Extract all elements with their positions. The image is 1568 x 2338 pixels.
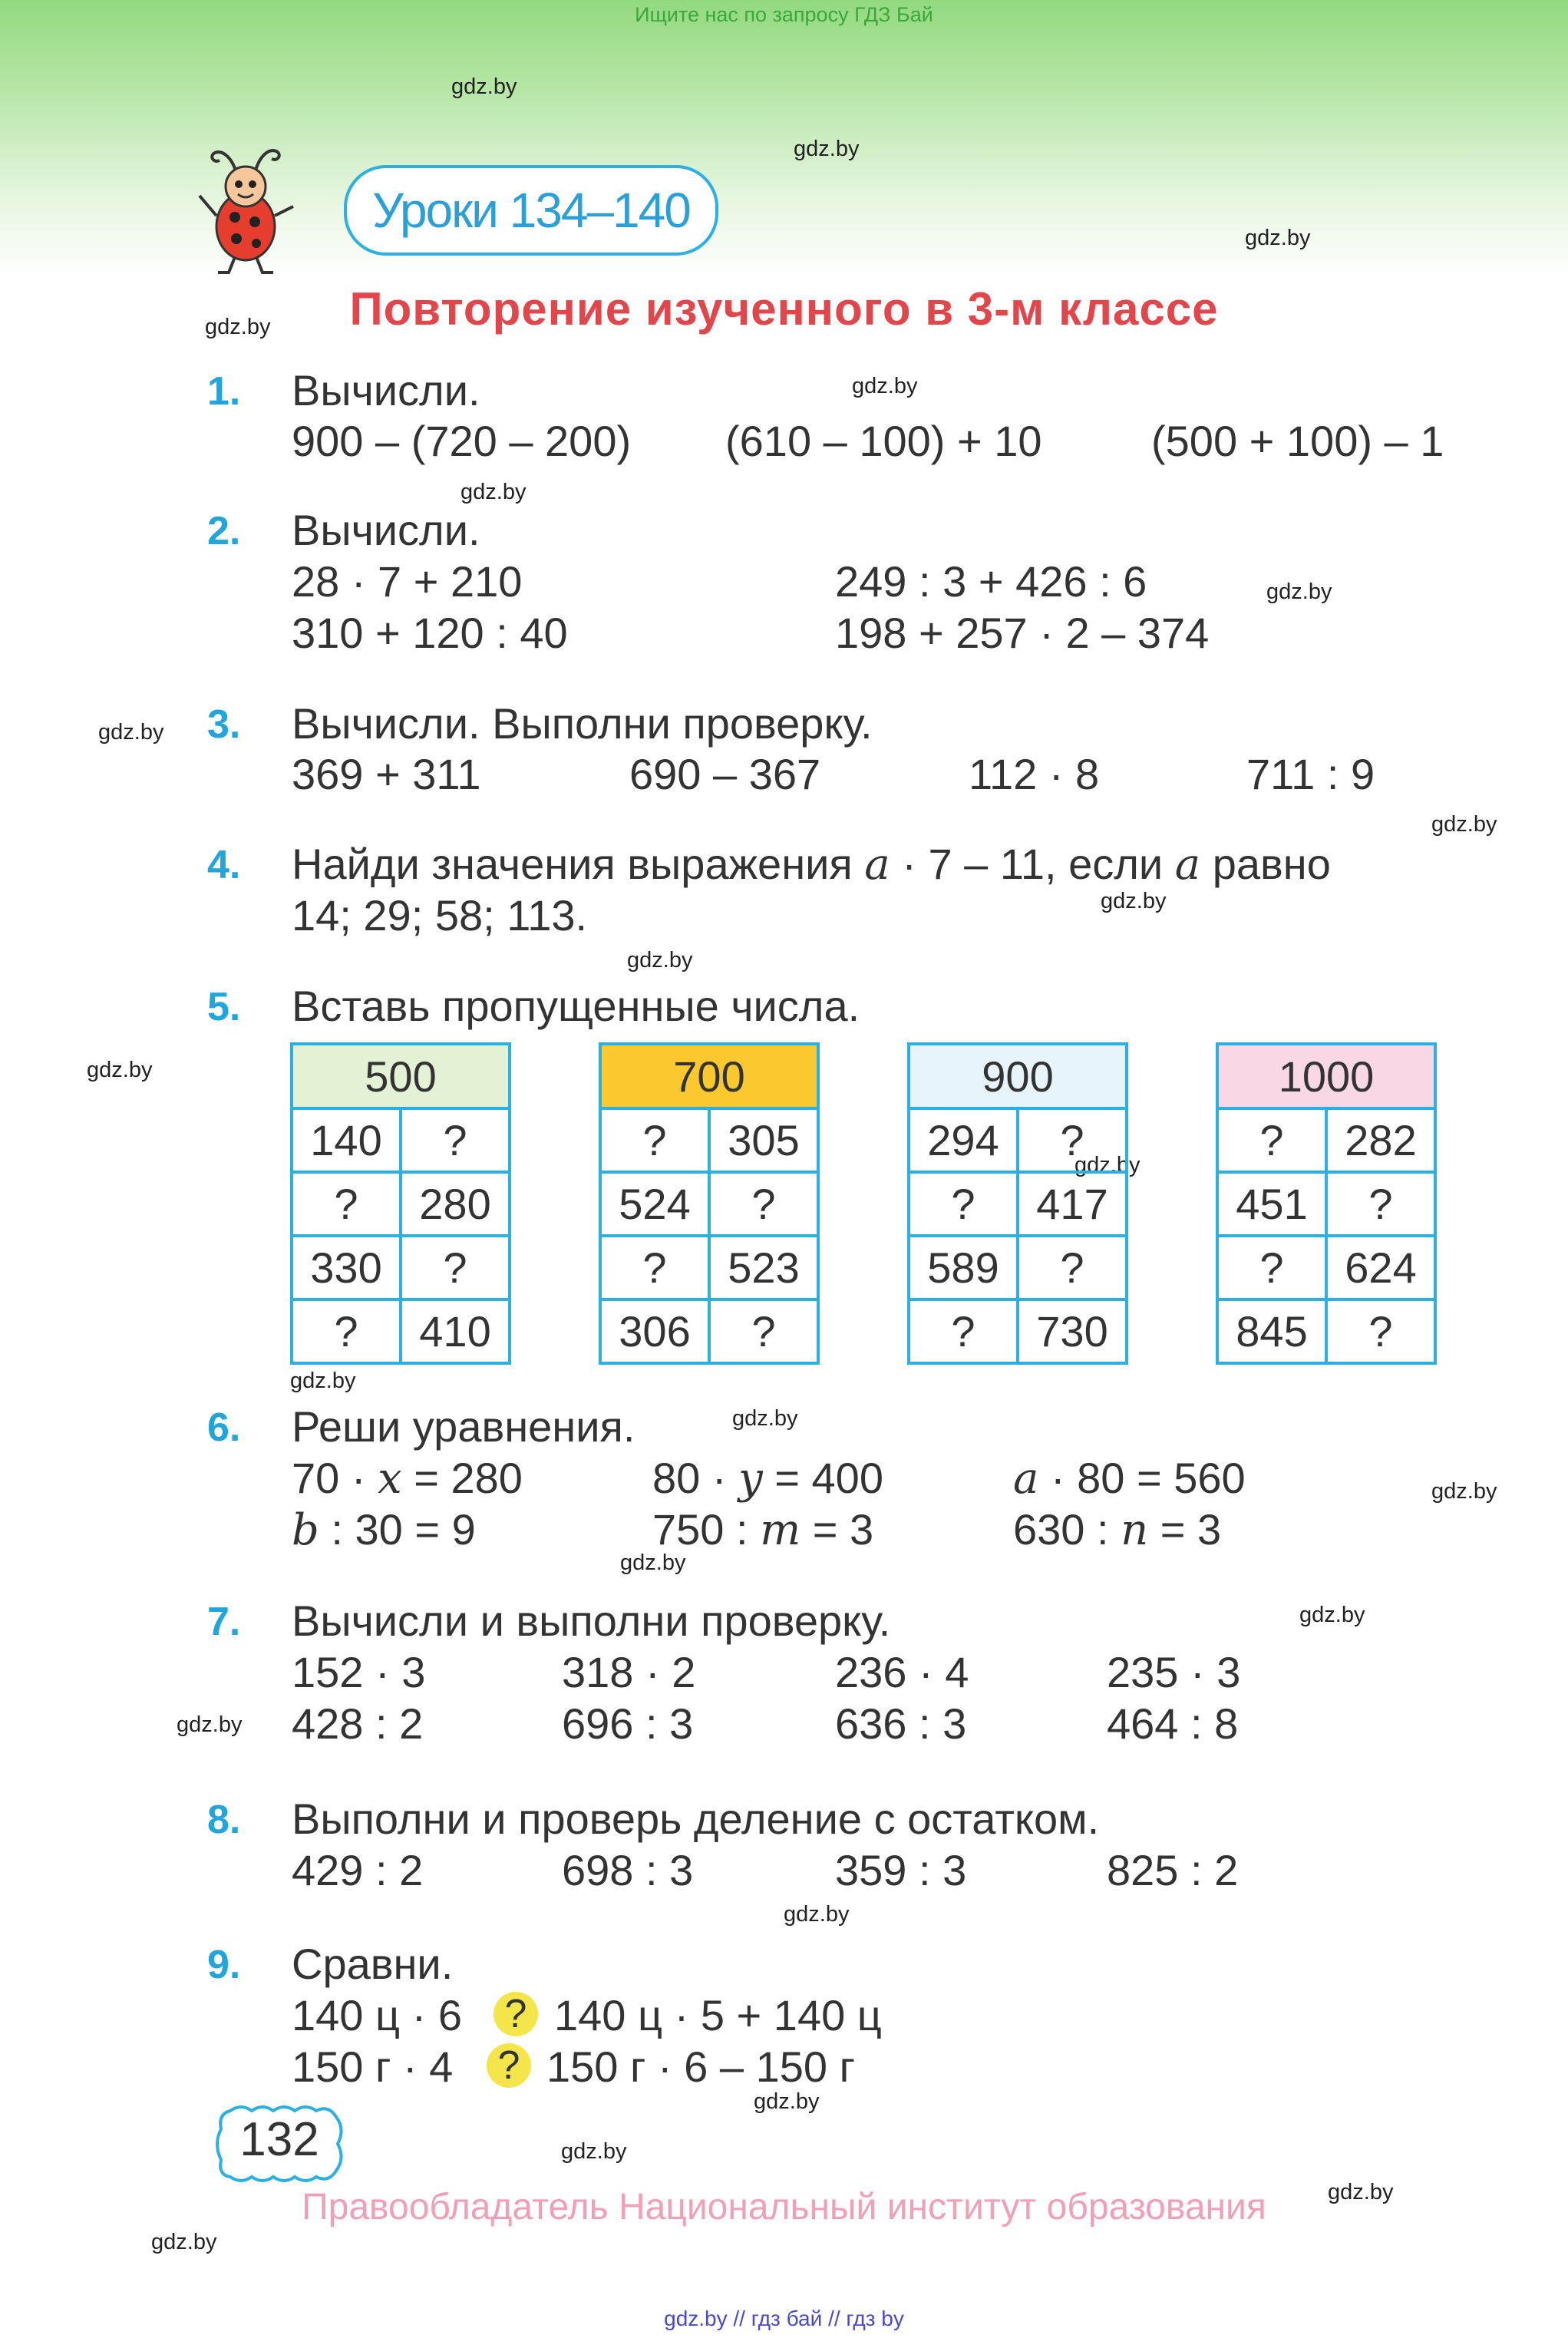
copyright-notice: Правообладатель Национальный институт образования: [302, 2187, 1266, 2227]
expression: 310 + 120 : 40: [292, 609, 568, 657]
task-text: Вычисли.: [292, 366, 480, 414]
expression: 825 : 2: [1107, 1846, 1239, 1894]
watermark: gdz.by: [151, 2230, 217, 2254]
task-number: 1.: [207, 369, 241, 414]
table-cell: 305: [709, 1108, 818, 1172]
watermark: gdz.by: [794, 137, 860, 161]
expression: 696 : 3: [562, 1699, 694, 1748]
equation: 80 · y = 400: [652, 1454, 883, 1504]
compare-question-mark: ?: [494, 1992, 538, 2036]
page-subtitle: Повторение изученного в 3-м классе: [349, 283, 1219, 335]
number-table: [907, 1042, 1128, 1365]
task-number: 3.: [207, 702, 241, 747]
equation: 630 : n = 3: [1013, 1505, 1222, 1555]
watermark: gdz.by: [1101, 889, 1167, 913]
table-cell: 730: [1018, 1299, 1127, 1363]
lesson-badge: Уроки 134–140: [344, 165, 718, 256]
table-cell: 306: [600, 1299, 709, 1363]
page-number: 132: [239, 2113, 319, 2166]
number-table: [1216, 1042, 1437, 1365]
table-cell: ?: [1326, 1299, 1435, 1363]
expression: 236 · 4: [835, 1648, 969, 1696]
expression: 711 : 9: [1246, 750, 1375, 798]
table-cell: ?: [401, 1108, 510, 1172]
expression: 690 – 367: [629, 750, 821, 798]
table-cell: ?: [1018, 1236, 1127, 1299]
watermark: gdz.by: [1299, 1603, 1365, 1627]
table-cell: ?: [709, 1172, 818, 1236]
task-number: 7.: [207, 1600, 241, 1644]
task-values: 14; 29; 58; 113.: [292, 891, 588, 939]
watermark: gdz.by: [732, 1406, 798, 1431]
table-cell: ?: [401, 1236, 510, 1299]
watermark: gdz.by: [205, 315, 271, 339]
equation: 750 : m = 3: [652, 1505, 874, 1555]
task-number: 5.: [207, 985, 241, 1029]
watermark: gdz.by: [451, 74, 517, 99]
watermark: gdz.by: [627, 948, 693, 973]
table-cell: 140: [292, 1108, 401, 1172]
table-cell: ?: [909, 1299, 1018, 1363]
table-cell: ?: [292, 1172, 401, 1236]
table-cell: ?: [709, 1299, 818, 1363]
table-cell: 524: [600, 1172, 709, 1236]
table-cell: ?: [1018, 1108, 1127, 1172]
task-text: Вставь пропущенные числа.: [292, 982, 860, 1030]
watermark: gdz.by: [561, 2139, 627, 2164]
expression: (610 – 100) + 10: [725, 417, 1042, 465]
table-cell: 523: [709, 1236, 818, 1299]
table-cell: 330: [292, 1236, 401, 1299]
expression: 429 : 2: [292, 1846, 424, 1894]
expression: 112 · 8: [969, 750, 1100, 798]
expression: 198 + 257 · 2 – 374: [835, 609, 1210, 657]
equation: 70 · x = 280: [292, 1454, 523, 1504]
equation: b : 30 = 9: [292, 1505, 476, 1555]
expression: 464 : 8: [1107, 1699, 1239, 1748]
table-cell: 410: [401, 1299, 510, 1363]
expression: 28 · 7 + 210: [292, 557, 523, 606]
table-head: 700: [600, 1044, 818, 1108]
watermark: gdz.by: [1431, 812, 1497, 837]
table-cell: ?: [292, 1299, 401, 1363]
expression: 235 · 3: [1107, 1648, 1241, 1696]
table-cell: 280: [401, 1172, 510, 1236]
expression: 369 + 311: [292, 750, 481, 798]
task-text: Найди значения выражения a · 7 – 11, если a равно: [292, 840, 1331, 890]
expression: 428 : 2: [292, 1699, 424, 1748]
footer-links[interactable]: gdz.by // гдз бай // гдз by: [664, 2307, 904, 2330]
expression: 636 : 3: [835, 1699, 967, 1748]
watermark: gdz.by: [87, 1058, 153, 1082]
table-cell: 282: [1326, 1108, 1435, 1172]
table-head: 500: [292, 1044, 510, 1108]
watermark: gdz.by: [784, 1902, 850, 1927]
expression: 249 : 3 + 426 : 6: [835, 557, 1147, 606]
task-text: Выполни и проверь деление с остатком.: [292, 1795, 1100, 1843]
watermark: gdz.by: [290, 1369, 356, 1393]
table-cell: ?: [600, 1236, 709, 1299]
expression: 318 · 2: [562, 1648, 696, 1696]
compare-question-mark: ?: [487, 2043, 531, 2088]
table-cell: ?: [1217, 1108, 1326, 1172]
number-table: [290, 1042, 511, 1365]
task-number: 4.: [207, 843, 241, 887]
watermark: gdz.by: [1328, 2180, 1394, 2204]
expression: 152 · 3: [292, 1648, 426, 1696]
number-table: [599, 1042, 820, 1365]
table-head: 1000: [1217, 1044, 1435, 1108]
compare-left: 150 г · 4: [292, 2042, 454, 2091]
table-cell: 845: [1217, 1299, 1326, 1363]
table-cell: 417: [1018, 1172, 1127, 1236]
watermark: gdz.by: [852, 374, 918, 398]
compare-right: 150 г · 6 – 150 г: [546, 2042, 856, 2091]
table-cell: ?: [1326, 1172, 1435, 1236]
task-number: 9.: [207, 1943, 241, 1987]
table-cell: ?: [909, 1172, 1018, 1236]
table-head: 900: [909, 1044, 1127, 1108]
table-cell: ?: [600, 1108, 709, 1172]
task-number: 8.: [207, 1798, 241, 1842]
watermark: gdz.by: [98, 720, 164, 745]
watermark: gdz.by: [177, 1712, 243, 1737]
expression: (500 + 100) – 1: [1151, 417, 1444, 465]
task-text: Вычисли.: [292, 506, 480, 554]
watermark: gdz.by: [1266, 580, 1332, 604]
table-cell: 294: [909, 1108, 1018, 1172]
top-note: Ищите нас по запросу ГДЗ Бай: [635, 3, 933, 26]
equation: a · 80 = 560: [1013, 1454, 1246, 1504]
expression: 900 – (720 – 200): [292, 417, 632, 465]
watermark: gdz.by: [620, 1550, 686, 1575]
table-cell: 589: [909, 1236, 1018, 1299]
task-text: Сравни.: [292, 1940, 454, 1988]
table-cell: 451: [1217, 1172, 1326, 1236]
task-text: Вычисли и выполни проверку.: [292, 1597, 891, 1645]
watermark: gdz.by: [754, 2089, 820, 2114]
table-cell: ?: [1217, 1236, 1326, 1299]
task-number: 6.: [207, 1405, 241, 1450]
expression: 359 : 3: [835, 1846, 967, 1894]
watermark: gdz.by: [1245, 226, 1311, 250]
compare-right: 140 ц · 5 + 140 ц: [554, 1991, 882, 2039]
watermark: gdz.by: [1431, 1479, 1497, 1504]
task-number: 2.: [207, 509, 241, 553]
compare-left: 140 ц · 6: [292, 1991, 462, 2039]
task-text: Реши уравнения.: [292, 1402, 635, 1451]
table-cell: 624: [1326, 1236, 1435, 1299]
watermark: gdz.by: [1074, 1153, 1141, 1177]
watermark: gdz.by: [460, 480, 527, 504]
expression: 698 : 3: [562, 1846, 694, 1894]
task-text: Вычисли. Выполни проверку.: [292, 699, 873, 748]
ladybug-mascot-icon: [192, 142, 299, 276]
